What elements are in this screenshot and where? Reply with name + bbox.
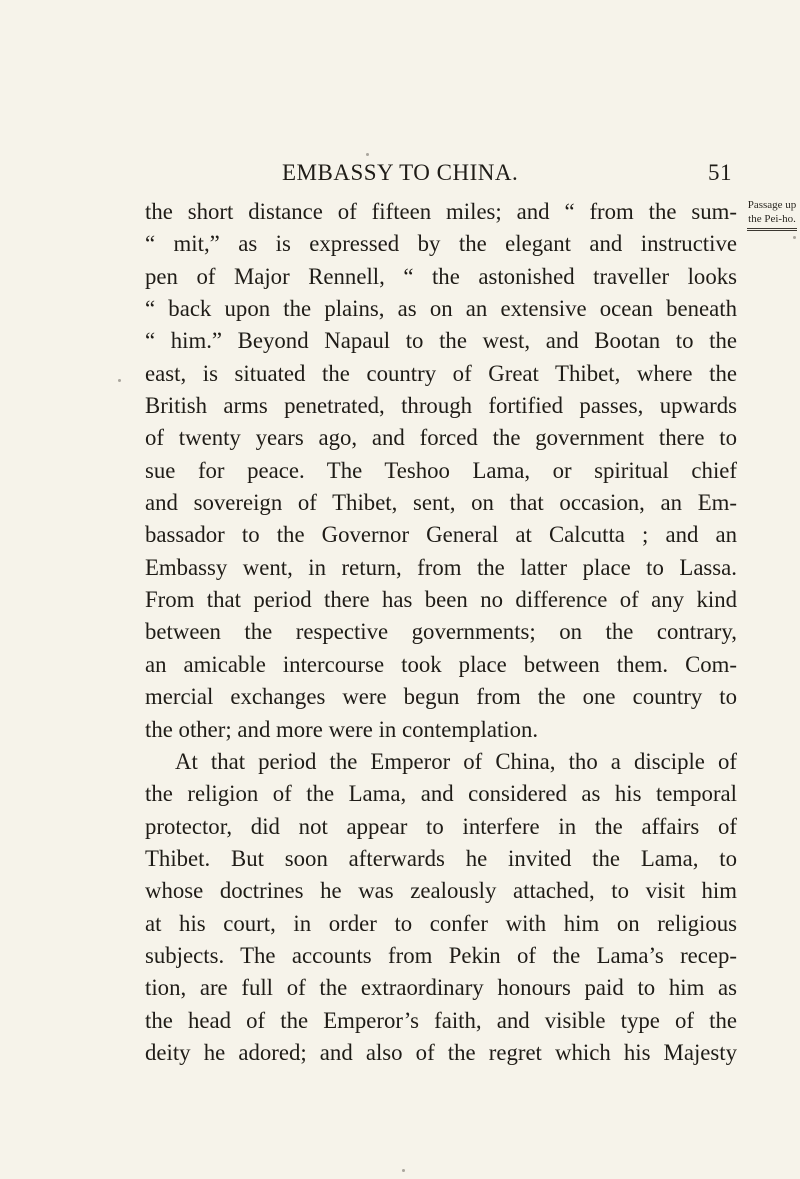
text-line: east, is situated the country of Great Thibet, where the [145, 360, 737, 386]
text-line: subjects. The accounts from Pekin of the Lama’s recep- [145, 942, 737, 968]
text-line: at his court, in order to confer with him on religious [145, 910, 737, 936]
margin-note-line-1: Passage up [747, 199, 797, 211]
text-line: bassador to the Governor General at Calcutta ; and an [145, 522, 737, 548]
text-line: “ back upon the plains, as on an extensive ocean beneath [145, 296, 737, 322]
margin-note-rule [747, 228, 797, 231]
text-line: protector, did not appear to interfere in the affairs of [145, 813, 737, 839]
running-header [282, 160, 732, 190]
text-line: tion, are full of the extraordinary honours paid to him as [145, 975, 737, 1001]
text-line: deity he adored; and also of the regret which his Majesty [145, 1039, 737, 1065]
text-line: and sovereign of Thibet, sent, on that occasion, an Em- [145, 490, 737, 516]
text-line: Thibet. But soon afterwards he invited the Lama, to [145, 845, 737, 871]
text-line: of twenty years ago, and forced the government there to [145, 425, 737, 451]
text-line: pen of Major Rennell, “ the astonished traveller looks [145, 263, 737, 289]
margin-note-line-2: the Pei-ho. [748, 213, 796, 225]
text-line: British arms penetrated, through fortified passes, upwards [145, 393, 737, 419]
text-line: between the respective governments; on the contrary, [145, 619, 737, 645]
header-title: EMBASSY TO CHINA. [282, 160, 519, 185]
text-line: sue for peace. The Teshoo Lama, or spiritual chief [145, 457, 737, 483]
margin-note [746, 198, 798, 231]
text-line: “ mit,” as is expressed by the elegant and instructive [145, 231, 737, 257]
text-line: At that period the Emperor of China, tho a disciple of [175, 748, 737, 774]
body-text [145, 196, 737, 1069]
paper-speck [118, 379, 121, 382]
text-line: whose doctrines he was zealously attached, to visit him [145, 878, 737, 904]
text-line: the short distance of fifteen miles; and “ from the sum- [145, 199, 737, 224]
text-line: Embassy went, in return, from the latter place to Lassa. [145, 554, 737, 580]
text-line: “ him.” Beyond Napaul to the west, and Bootan to the [145, 328, 737, 354]
text-line: mercial exchanges were begun from the one country to [145, 684, 737, 710]
paper-speck [366, 153, 369, 156]
text-line: the head of the Emperor’s faith, and visible type of the [145, 1007, 737, 1033]
text-line: an amicable intercourse took place between them. Com- [145, 651, 737, 677]
text-line: the other; and more were in contemplation. [145, 716, 539, 742]
text-line: the religion of the Lama, and considered as his temporal [145, 781, 737, 807]
paper-speck [793, 236, 796, 239]
text-line: From that period there has been no difference of any kind [145, 587, 737, 613]
paper-speck [402, 1169, 405, 1172]
page-number: 51 [708, 160, 732, 185]
